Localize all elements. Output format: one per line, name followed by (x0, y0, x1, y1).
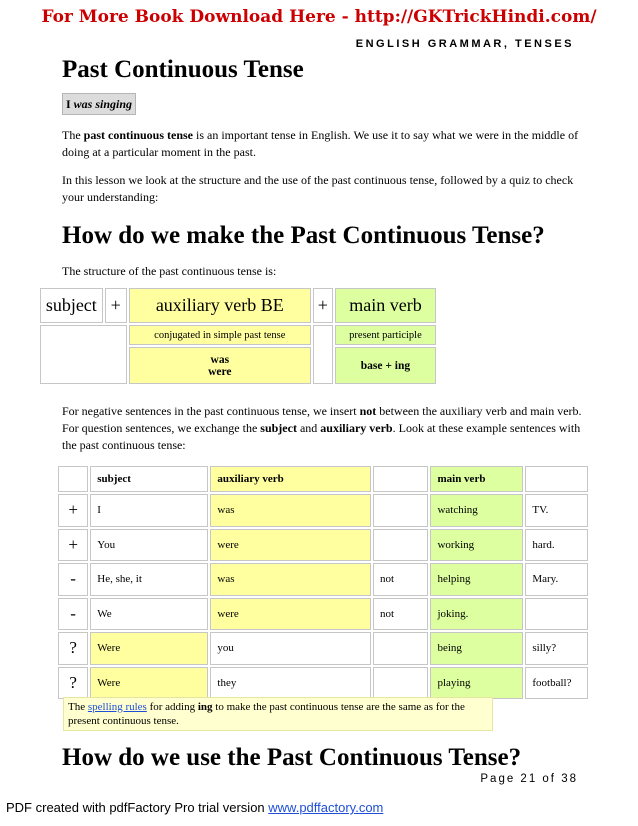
row-main: working (430, 529, 523, 562)
row-not: not (373, 598, 429, 631)
row-main: joking. (430, 598, 523, 631)
pdf-footer (6, 800, 383, 815)
row-sign: - (58, 598, 88, 631)
aux-form-were: were (208, 365, 232, 378)
structure-intro: The structure of the past continuous tense is: (62, 264, 277, 278)
para-text: For negative sentences in the past continuous tense, we insert (62, 404, 360, 418)
example-row (58, 667, 588, 700)
row-rest (525, 598, 588, 631)
header-empty (373, 466, 429, 492)
page-number: Page 21 of 38 (480, 773, 578, 785)
row-rest: TV. (525, 494, 588, 527)
row-rest: silly? (525, 632, 588, 665)
structure-main-form: base + ing (335, 347, 436, 384)
row-main: being (430, 632, 523, 665)
footer-text: PDF created with pdfFactory Pro trial version (6, 800, 269, 815)
row-aux: you (210, 632, 371, 665)
row-main: playing (430, 667, 523, 700)
para-text: and (296, 421, 321, 435)
example-row (58, 529, 588, 562)
row-sign: ? (58, 632, 88, 665)
example-row (58, 632, 588, 665)
structure-empty-cell (40, 325, 127, 384)
row-sign: ? (58, 667, 88, 700)
row-rest: Mary. (525, 563, 588, 596)
row-aux: were (210, 529, 371, 562)
para-text: between the auxiliary verb and main verb. For question sentences, we exchange the (62, 404, 582, 435)
example-rest: was singing (70, 97, 133, 111)
spelling-rules-link[interactable]: spelling rules (87, 701, 147, 713)
row-not (373, 667, 429, 700)
top-content (62, 52, 582, 280)
structure-aux-forms (129, 347, 311, 384)
row-not (373, 632, 429, 665)
structure-empty-cell (313, 325, 333, 384)
intro-paragraph-1 (62, 127, 582, 160)
example-row (58, 598, 588, 631)
row-subject: I (90, 494, 208, 527)
row-sign: + (58, 529, 88, 562)
structure-aux: auxiliary verb BE (129, 288, 311, 323)
aux-form-was: was (210, 353, 230, 366)
heading-use-tense: How do we use the Past Continuous Tense? (62, 744, 522, 771)
row-aux: was (210, 563, 371, 596)
row-aux: were (210, 598, 371, 631)
intro-bold-term: past continuous tense (83, 128, 194, 142)
intro-paragraph-2: In this lesson we look at the structure and the use of the past continuous tense, followed by a quiz to check your understanding: (62, 173, 574, 204)
example-sentence-box (62, 93, 136, 115)
para-bold: auxiliary verb (320, 421, 393, 435)
note-bold: ing (197, 701, 213, 713)
download-banner[interactable]: For More Book Download Here - http://GKTrickHindi.com/ (41, 7, 597, 27)
examples-table (56, 464, 590, 701)
header-empty (58, 466, 88, 492)
spelling-note (63, 697, 493, 731)
row-sign: + (58, 494, 88, 527)
note-text: for adding (146, 701, 198, 713)
example-subject: I (66, 97, 71, 111)
row-not (373, 494, 429, 527)
header-main: main verb (430, 466, 523, 492)
note-text: The (68, 701, 88, 713)
structure-table (38, 286, 438, 386)
row-sign: - (58, 563, 88, 596)
example-row (58, 494, 588, 527)
row-subject: You (90, 529, 208, 562)
row-main: helping (430, 563, 523, 596)
structure-main-note: present participle (335, 325, 436, 345)
example-row (58, 563, 588, 596)
structure-main-verb: main verb (335, 288, 436, 323)
heading-make-tense: How do we make the Past Continuous Tense? (62, 222, 545, 249)
row-subject: Were (90, 667, 208, 700)
structure-plus: + (105, 288, 127, 323)
header-subject: subject (90, 466, 208, 492)
row-aux: they (210, 667, 371, 700)
para-bold: not (359, 404, 377, 418)
intro-text: is an important tense in English. We use it to say what we were in the middle of doing at a particular moment in the past. (62, 128, 579, 159)
row-rest: hard. (525, 529, 588, 562)
structure-plus: + (313, 288, 333, 323)
pdffactory-link[interactable]: www.pdffactory.com (268, 800, 384, 815)
header-aux: auxiliary verb (210, 466, 371, 492)
para-text: . Look at these example sentences with the past continuous tense: (62, 421, 581, 452)
row-not: not (373, 563, 429, 596)
note-text: to make the past continuous tense are the same as for the present continuous tense. (68, 701, 465, 727)
intro-text: The (62, 128, 84, 142)
row-main: watching (430, 494, 523, 527)
negative-question-paragraph (62, 403, 582, 454)
row-subject: He, she, it (90, 563, 208, 596)
header-empty (525, 466, 588, 492)
structure-subject: subject (40, 288, 103, 323)
row-aux: was (210, 494, 371, 527)
para-bold: subject (260, 421, 297, 435)
row-subject: Were (90, 632, 208, 665)
page-title: Past Continuous Tense (62, 56, 304, 83)
row-rest: football? (525, 667, 588, 700)
structure-aux-note: conjugated in simple past tense (129, 325, 311, 345)
row-not (373, 529, 429, 562)
row-subject: We (90, 598, 208, 631)
section-header: ENGLISH GRAMMAR, TENSES (355, 38, 574, 50)
